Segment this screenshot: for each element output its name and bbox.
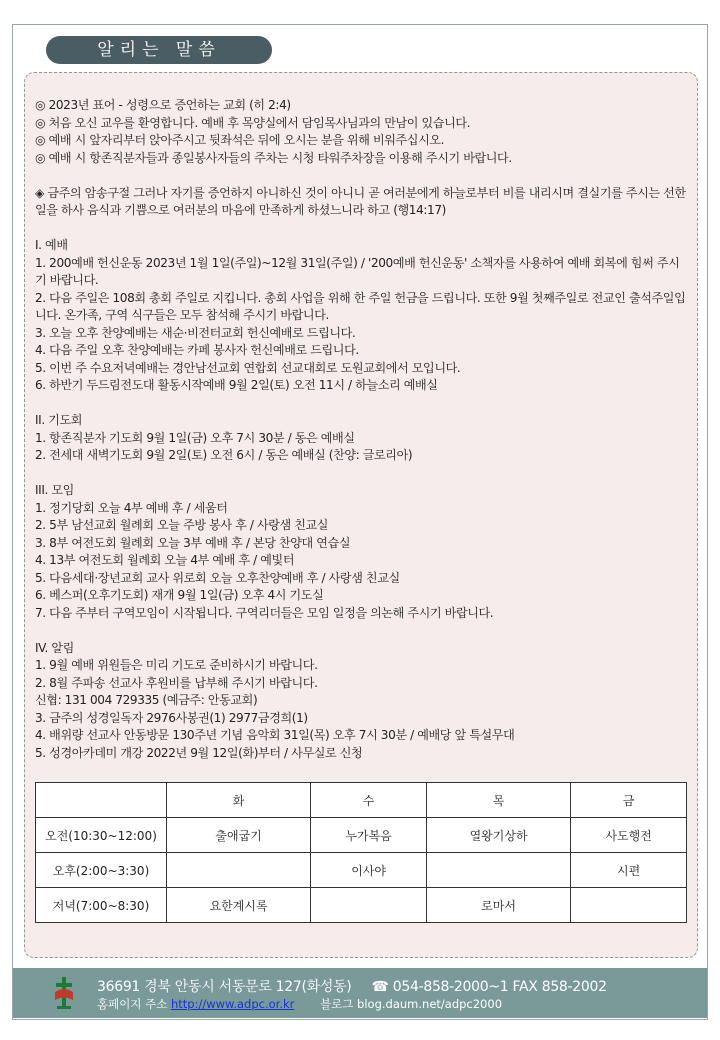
notices-item: 4. 배위량 선교사 안동방문 130주년 기념 음악회 31일(목) 오후 7시 30분 / 예배당 앞 특설무대 <box>35 728 515 742</box>
footer-address: 36691 경북 안동시 서동문로 127(화성동) <box>97 979 352 995</box>
schedule-cell: 출애굽기 <box>167 818 311 853</box>
prayer-item: 2. 전세대 새벽기도회 9월 2일(토) 오전 6시 / 동은 예배실 (찬양: 글로리아) <box>35 448 413 462</box>
notices-item: 신협: 131 004 729335 (예금주: 안동교회) <box>35 693 258 707</box>
footer-contact <box>97 976 607 996</box>
notices-item: 2. 8월 주파송 선교사 후원비를 납부해 주시기 바랍니다. <box>35 675 318 690</box>
meetings-item: 4. 13부 여전도회 월례회 오늘 4부 예배 후 / 예빛터 <box>35 553 295 567</box>
worship-item: 3. 오늘 오후 찬양예배는 새순·비전터교회 헌신예배로 드립니다. <box>35 325 356 340</box>
meetings-item: 6. 베스퍼(오후기도회) 재개 9월 1일(금) 오후 4시 기도실 <box>35 588 324 602</box>
worship-item: 5. 이번 주 수요저녁예배는 경안남선교회 연합회 선교대회로 도원교회에서 모입니다. <box>35 360 461 375</box>
worship-item: 2. 다음 주일은 108회 총회 주일로 지킵니다. 총회 사업을 위해 한 주일 헌금을 드립니다. 또한 9월 첫째주일로 전교인 출석주일입니다. 온가족, 구역 식구들은 모두 참석해 주시기 바랍니다. <box>35 290 686 322</box>
schedule-day-header: 목 <box>426 783 570 818</box>
bible-study-schedule-table <box>35 782 687 923</box>
notices-item: 5. 성경아카데미 개강 2022년 9월 12일(화)부터 / 사무실로 신청 <box>35 745 363 760</box>
notices-heading: IV. 알림 <box>35 640 74 655</box>
schedule-cell: 시편 <box>571 853 687 888</box>
worship-item: 1. 200예배 헌신운동 2023년 1월 1일(주일)~12월 31일(주일) / '200예배 헌신운동' 소책자를 사용하여 예배 회복에 힘써 주시기 바랍니다. <box>35 255 680 287</box>
intro-line: ◎ 2023년 표어 - 성령으로 증언하는 교회 (히 2:4) <box>35 98 291 112</box>
footer-bar <box>13 968 707 1018</box>
notices-item: 3. 금주의 성경일독자 2976사봉권(1) 2977금경희(1) <box>35 710 308 725</box>
intro-line: ◎ 예배 시 항존직분자들과 종일봉사자들의 주차는 시청 타워주차장을 이용해 주시기 바랍니다. <box>35 150 512 165</box>
schedule-cell: 누가복음 <box>311 818 427 853</box>
schedule-cell <box>571 888 687 923</box>
worship-item: 4. 다음 주일 오후 찬양예배는 카페 봉사자 헌신예배로 드립니다. <box>35 343 359 357</box>
church-logo-icon <box>53 976 75 1010</box>
schedule-day-header: 화 <box>167 783 311 818</box>
blog-address: 블로그 blog.daum.net/adpc2000 <box>320 997 503 1011</box>
schedule-corner-cell <box>36 783 167 818</box>
meetings-item: 1. 정기당회 오늘 4부 예배 후 / 세움터 <box>35 500 228 515</box>
worship-heading: I. 예배 <box>35 238 68 252</box>
meetings-item: 5. 다음세대·장년교회 교사 위로회 오늘 오후찬양예배 후 / 사랑샘 친교실 <box>35 570 400 585</box>
meetings-item: 7. 다음 주부터 구역모임이 시작됩니다. 구역리더들은 모임 일정을 의논해 주시기 바랍니다. <box>35 605 494 620</box>
schedule-time-label: 저녁(7:00~8:30) <box>36 888 167 923</box>
schedule-cell <box>311 888 427 923</box>
schedule-cell: 열왕기상하 <box>426 818 570 853</box>
schedule-cell: 이사야 <box>311 853 427 888</box>
schedule-cell: 사도행전 <box>571 818 687 853</box>
intro-line: ◎ 처음 오신 교우를 환영합니다. 예배 후 목양실에서 담임목사님과의 만남이 있습니다. <box>35 115 471 130</box>
intro-line: ◎ 예배 시 앞자리부터 앉아주시고 뒷좌석은 뒤에 오시는 분을 위해 비워주십시오. <box>35 133 445 147</box>
notices-item: 1. 9월 예배 위원들은 미리 기도로 준비하시기 바랍니다. <box>35 658 318 672</box>
meetings-item: 3. 8부 여전도회 월례회 오늘 3부 예배 후 / 본당 찬양대 연습실 <box>35 535 351 550</box>
schedule-row <box>36 888 687 923</box>
footer-links <box>97 996 502 1012</box>
schedule-cell <box>426 853 570 888</box>
meetings-heading: III. 모임 <box>35 483 74 497</box>
announcement-panel <box>24 72 698 958</box>
schedule-header-row <box>36 783 687 818</box>
schedule-cell: 로마서 <box>426 888 570 923</box>
worship-item: 6. 하반기 두드림전도대 활동시작예배 9월 2일(토) 오전 11시 / 하늘소리 예배실 <box>35 378 438 392</box>
schedule-cell: 요한계시록 <box>167 888 311 923</box>
memory-verse: ◈ 금주의 암송구절 그러나 자기를 증언하지 아니하신 것이 아니니 곧 여러분에게 하늘로부터 비를 내리시며 결실기를 주시는 선한 일을 하사 음식과 기쁨으로 여러분의 마음에 만족하게 하셨느니라 하고 (행14:17) <box>35 185 686 217</box>
homepage-link[interactable]: http://www.adpc.or.kr <box>170 997 295 1011</box>
schedule-time-label: 오후(2:00~3:30) <box>36 853 167 888</box>
schedule-cell <box>167 853 311 888</box>
announcement-text <box>35 97 687 762</box>
prayer-heading: II. 기도회 <box>35 413 83 427</box>
meetings-item: 2. 5부 남선교회 월례회 오늘 주방 봉사 후 / 사랑샘 친교실 <box>35 518 329 532</box>
page-title: 알리는 말씀 <box>46 36 272 64</box>
schedule-row <box>36 853 687 888</box>
schedule-row <box>36 818 687 853</box>
schedule-day-header: 수 <box>311 783 427 818</box>
footer-phone: ☎ 054-858-2000~1 FAX 858-2002 <box>371 979 607 995</box>
schedule-time-label: 오전(10:30~12:00) <box>36 818 167 853</box>
schedule-day-header: 금 <box>571 783 687 818</box>
prayer-item: 1. 항존직분자 기도회 9월 1일(금) 오후 7시 30분 / 동은 예배실 <box>35 430 355 445</box>
homepage-label: 홈페이지 주소 <box>97 997 168 1011</box>
